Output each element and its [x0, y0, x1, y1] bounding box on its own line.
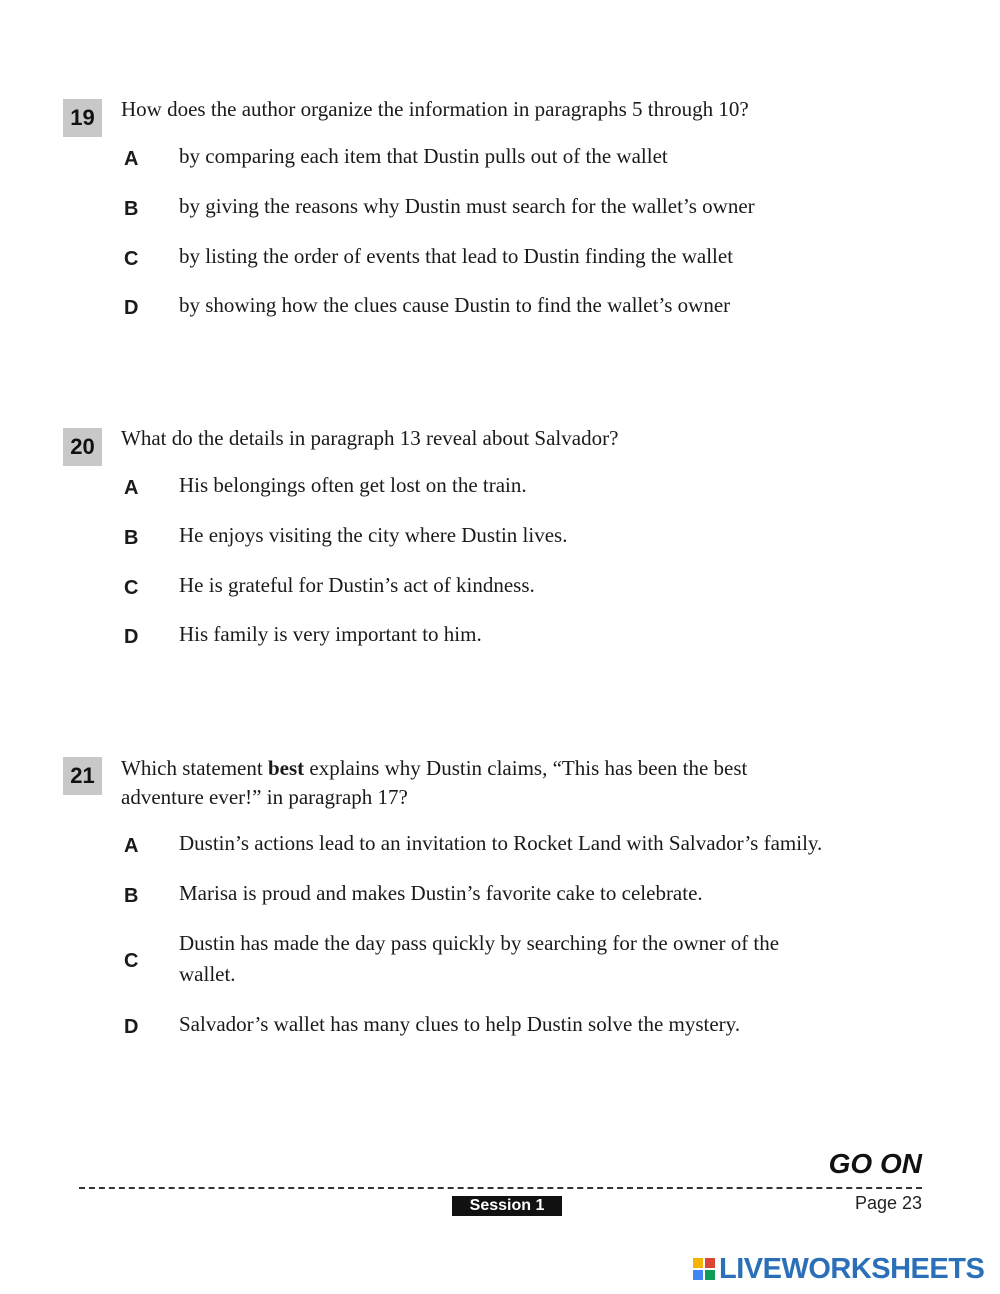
- option-text[interactable]: by showing how the clues cause Dustin to find the wallet’s owner: [179, 293, 731, 317]
- option-letter[interactable]: D: [124, 626, 139, 648]
- question-text-end: explains why Dustin claims, “This has been the best adventure ever!” in paragraph 17?: [121, 756, 748, 809]
- question-text-start: Which statement: [121, 756, 268, 780]
- option-text[interactable]: Marisa is proud and makes Dustin’s favorite cake to celebrate.: [179, 881, 703, 905]
- option-letter[interactable]: C: [124, 950, 139, 972]
- option-letter[interactable]: B: [124, 885, 139, 907]
- option-letter[interactable]: B: [124, 527, 139, 549]
- option-text[interactable]: He enjoys visiting the city where Dustin lives.: [179, 523, 568, 547]
- option-letter[interactable]: C: [124, 577, 139, 599]
- question-number: 20: [63, 428, 102, 466]
- question-number: 19: [63, 99, 102, 137]
- option-text[interactable]: Dustin’s actions lead to an invitation to Rocket Land with Salvador’s family.: [179, 831, 823, 855]
- question-text-emphasis: best: [267, 756, 305, 780]
- liveworksheets-logo-icon: [692, 1257, 716, 1281]
- option-text[interactable]: Dustin has made the day pass quickly by searching for the owner of the wallet.: [179, 931, 780, 986]
- option-letter[interactable]: A: [124, 477, 139, 499]
- option-text[interactable]: by comparing each item that Dustin pulls out of the wallet: [179, 144, 668, 168]
- question-number: 21: [63, 757, 102, 795]
- option-letter[interactable]: B: [124, 198, 139, 220]
- option-text[interactable]: His belongings often get lost on the train.: [179, 473, 527, 497]
- option-text[interactable]: He is grateful for Dustin’s act of kindness.: [179, 573, 535, 597]
- option-text[interactable]: by giving the reasons why Dustin must search for the wallet’s owner: [179, 194, 755, 218]
- option-text[interactable]: by listing the order of events that lead to Dustin finding the wallet: [179, 244, 734, 268]
- option-letter[interactable]: A: [124, 148, 139, 170]
- option-letter[interactable]: D: [124, 297, 139, 319]
- go-on-label: GO ON: [828, 1148, 922, 1179]
- question-text: [121, 754, 821, 812]
- option-text[interactable]: Salvador’s wallet has many clues to help Dustin solve the mystery.: [179, 1012, 741, 1036]
- session-badge: Session 1: [452, 1196, 562, 1216]
- option-letter[interactable]: C: [124, 248, 139, 270]
- page-number: Page 23: [854, 1193, 922, 1213]
- liveworksheets-wordmark: LIVEWORKSHEETS: [719, 1252, 985, 1285]
- option-text[interactable]: His family is very important to him.: [179, 622, 482, 646]
- question-text: What do the details in paragraph 13 reveal about Salvador?: [121, 426, 619, 450]
- option-letter[interactable]: D: [124, 1016, 139, 1038]
- question-text: How does the author organize the information in paragraphs 5 through 10?: [121, 97, 749, 121]
- footer-divider: [79, 1187, 922, 1189]
- liveworksheets-brand: [692, 1253, 984, 1285]
- option-letter[interactable]: A: [124, 835, 139, 857]
